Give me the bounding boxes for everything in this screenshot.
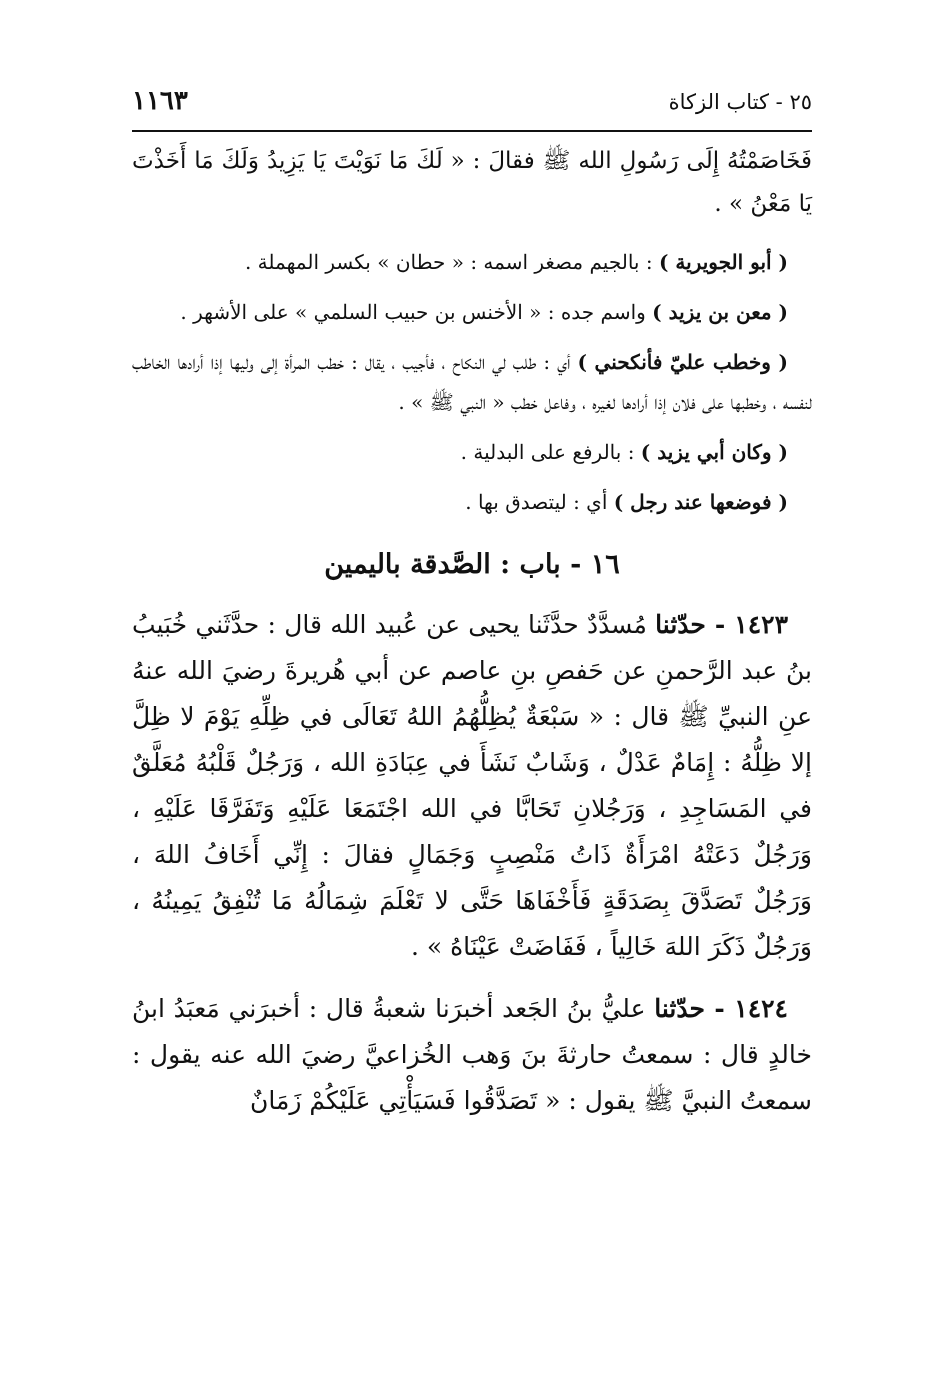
note-text: : بالجيم مصغر اسمه : « حطان » بكسر المهملة . (244, 250, 659, 274)
hadith-number: ١٤٢٤ - حدّثنا (654, 994, 788, 1023)
note-text: أي : طلب لي النكاح ، فأجيب ، يقال : خطب المرأة إلى وليها إذا أرادها الخاطب لنفسه ، وخطبها على فلان إذا أرادها لغيره ، وفاعل خطب « النبي ﷺ » . (132, 350, 812, 414)
hadith-1423 (132, 602, 812, 970)
note-term: ( وخطب عليّ فأنكحني ) (577, 350, 788, 374)
page-body (132, 140, 812, 1124)
note-term: ( معن بن يزيد ) (652, 300, 788, 324)
header-rule (132, 130, 812, 132)
commentary-note (132, 342, 812, 422)
note-text: أي : ليتصدق بها . (465, 490, 614, 514)
hadith-text: عليُّ بنُ الجَعد أخبرَنا شعبةُ قال : أخبرَني مَعبَدُ ابنُ خالدٍ قال : سمعتُ حارثةَ بنَ وَهب الخُزاعيَّ رضيَ الله عنه يقول : سمعتُ النبيَّ ﷺ يقول : « تَصَدَّقُوا فَسَيَأْتِي عَلَيْكُمْ زَمَانٌ (132, 994, 812, 1115)
hadith-number: ١٤٢٣ - حدّثنا (655, 610, 788, 639)
hadith-text: مُسدَّدٌ حدَّثَنا يحيى عن عُبيد الله قال : حدَّثَني خُبَيبُ بنُ عبد الرَّحمنِ عن حَفصِ بنِ عاصم عن أبي هُريرةَ رضيَ الله عنهُ عنِ النبيِّ ﷺ قال : « سَبْعَةٌ يُظِلُّهُمُ اللهُ تَعَالَى في ظِلِّهِ يَوْمَ لا ظِلَّ إلا ظِلُّهُ : إِمَامٌ عَدْلٌ ، وَشَابٌ نَشَأَ في عِبَادَةِ الله ، وَرَجُلٌ قَلْبُهُ مُعَلَّقٌ في المَسَاجِدِ ، وَرَجُلانِ تَحَابَّا في الله اجْتَمَعَا عَلَيْهِ وَتَفَرَّقَا عَلَيْهِ ، وَرَجُلٌ دَعَتْهُ امْرَأَةٌ ذَاتُ مَنْصِبٍ وَجَمَالٍ فقالَ : إِنِّي أَخَافُ اللهَ ، وَرَجُلٌ تَصَدَّقَ بِصَدَقَةٍ فَأَخْفَاهَا حَتَّى لا تَعْلَمَ شِمَالُهُ مَا تُنْفِقُ يَمِينُهُ ، وَرَجُلٌ ذَكَرَ اللهَ خَالِياً ، فَفَاضَتْ عَيْنَاهُ » . (132, 610, 812, 961)
page-header (132, 86, 812, 126)
section-heading: ١٦ - باب : الصَّدقة باليمين (324, 549, 620, 580)
note-text: : بالرفع على البدلية . (460, 440, 641, 464)
chapter-title: ٢٥ - كتاب الزكاة (668, 90, 812, 114)
commentary-note (132, 432, 812, 472)
commentary-note (132, 242, 812, 282)
note-term: ( فوضعها عند رجل ) (613, 490, 788, 514)
note-term: ( وكان أبي يزيد ) (640, 440, 788, 464)
note-term: ( أبو الجويرية ) (658, 250, 788, 274)
hadith-continuation: فَخَاصَمْتُهُ إِلَى رَسُولِ الله ﷺ فقالَ : « لَكَ مَا نَوَيْتَ يَا يَزِيدُ وَلَكَ مَا أَخَذْتَ يَا مَعْنُ » . (132, 148, 812, 217)
commentary-note (132, 292, 812, 332)
page-number: ١١٦٣ (132, 86, 188, 116)
note-text: واسم جده : « الأخنس بن حبيب السلمي » على الأشهر . (180, 300, 653, 324)
hadith-1424 (132, 986, 812, 1124)
commentary-note (132, 482, 812, 522)
